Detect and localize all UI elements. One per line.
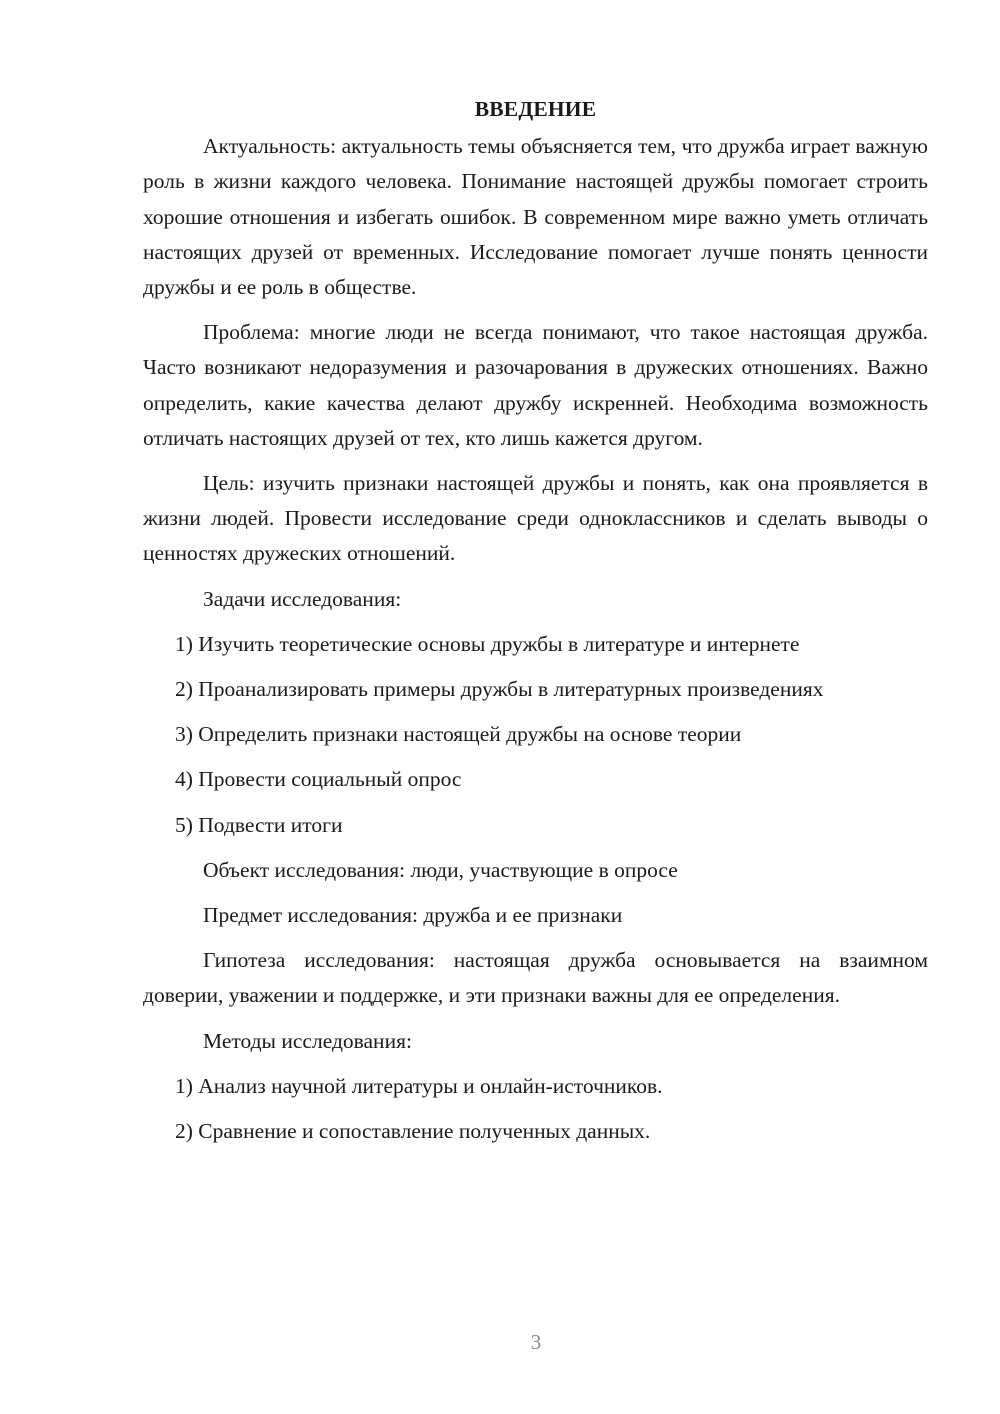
tasks-title: Задачи исследования: [203, 586, 402, 611]
page-number: 3 [530, 1330, 542, 1354]
method-item: 2) Сравнение и сопоставление полученных данных. [175, 1119, 651, 1144]
hypothesis-paragraph: Гипотеза исследования: настоящая дружба основывается на взаимном доверии, уважении и поддержке, и эти признаки важны для ее определения. [143, 948, 928, 1008]
task-item: 2) Проанализировать примеры дружбы в литературных произведениях [175, 677, 824, 702]
page-content [143, 92, 928, 1159]
task-item: 4) Провести социальный опрос [175, 767, 462, 792]
task-item: 1) Изучить теоретические основы дружбы в литературе и интернете [175, 631, 800, 656]
goal-paragraph: Цель: изучить признаки настоящей дружбы и понять, как она проявляется в жизни людей. Провести исследование среди одноклассников и сделать выводы о ценностях дружеских отношений. [143, 471, 928, 566]
object-line: Объект исследования: люди, участвующие в опросе [203, 857, 678, 882]
methods-title: Методы исследования: [203, 1028, 412, 1053]
task-item: 3) Определить признаки настоящей дружбы на основе теории [175, 722, 742, 747]
problem-paragraph: Проблема: многие люди не всегда понимают, что такое настоящая дружба. Часто возникают недоразумения и разочарования в дружеских отношениях. Важно определить, какие качества делают дружбу искренней. Необходима возможность отличать настоящих друзей от тех, кто лишь кажется другом. [143, 320, 928, 450]
method-item: 1) Анализ научной литературы и онлайн-источников. [175, 1073, 663, 1098]
task-item: 5) Подвести итоги [175, 812, 343, 837]
relevance-paragraph: Актуальность: актуальность темы объясняется тем, что дружба играет важную роль в жизни каждого человека. Понимание настоящей дружбы помогает строить хорошие отношения и избегать ошибок. В современном мире важно уметь отличать настоящих друзей от временных. Исследование помогает лучше понять ценности дружбы и ее роль в обществе. [143, 134, 928, 300]
section-heading: ВВЕДЕНИЕ [474, 97, 597, 121]
subject-line: Предмет исследования: дружба и ее признаки [203, 903, 623, 928]
